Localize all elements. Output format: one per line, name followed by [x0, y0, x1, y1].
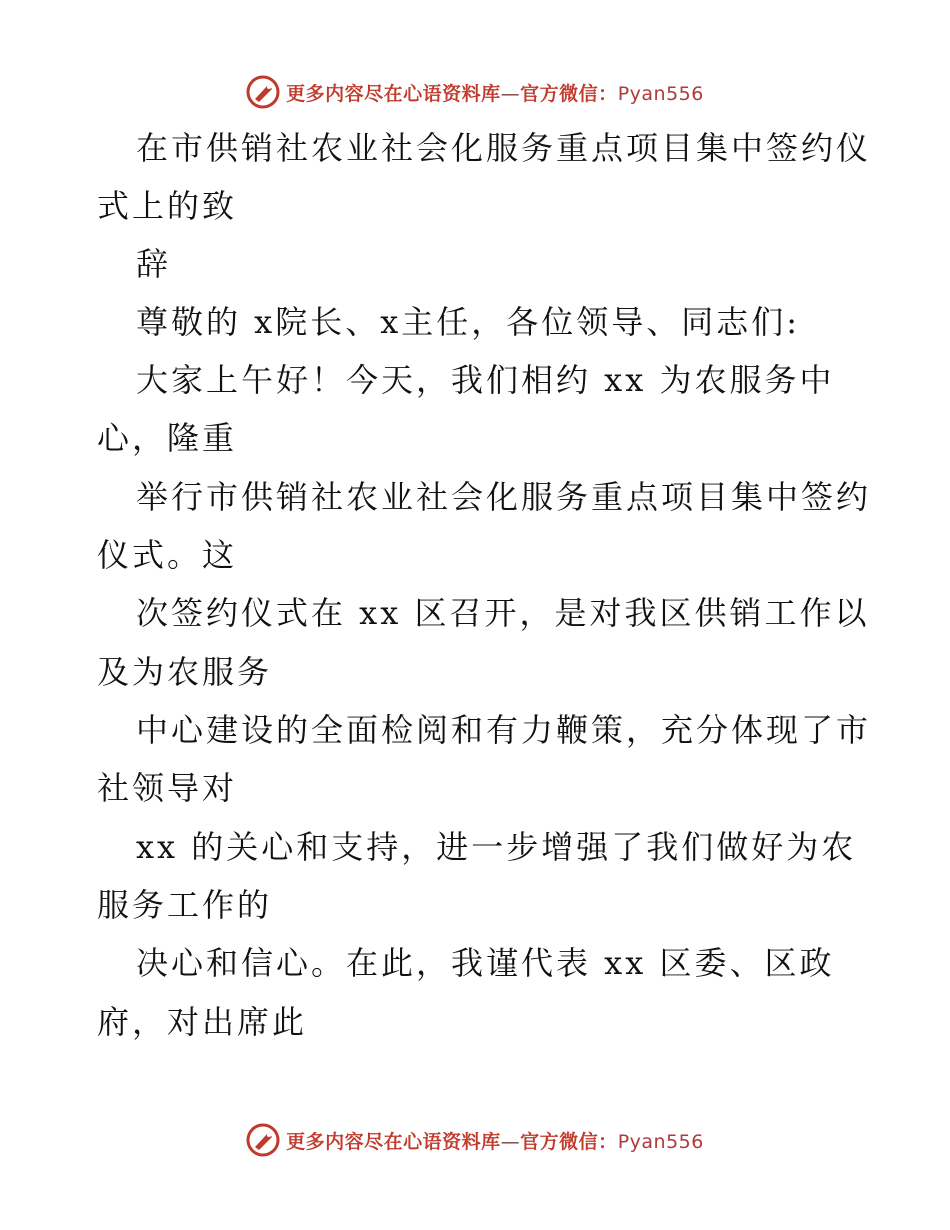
banner-wechat-id: Pyan556	[617, 1130, 704, 1153]
text-line: 决心和信心。在此，我谨代表 xx 区委、区政	[136, 944, 835, 982]
header-banner	[0, 72, 950, 112]
text-line: 尊敬的 x院长、x主任，各位领导、同志们:	[136, 303, 801, 341]
banner-wechat-id: Pyan556	[617, 82, 704, 105]
text-line: 仪式。这	[97, 536, 238, 574]
pen-logo-icon	[246, 1123, 280, 1157]
text-line: 府，对出席此	[97, 1003, 308, 1041]
text-line: 中心建设的全面检阅和有力鞭策，充分体现了市	[136, 711, 872, 749]
text-line: 式上的致	[97, 187, 238, 225]
text-line: 服务工作的	[97, 886, 273, 924]
banner-text	[286, 1127, 704, 1154]
text-line: xx 的关心和支持，进一步增强了我们做好为农	[136, 828, 857, 866]
text-line: 辞	[136, 245, 172, 283]
text-line: 社领导对	[97, 769, 238, 807]
banner-prefix: 更多内容尽在心语资料库	[286, 82, 501, 105]
text-line: 举行市供销社农业社会化服务重点项目集中签约	[136, 478, 872, 516]
banner-label: 官方微信：	[520, 1130, 618, 1153]
text-line: 大家上午好！今天，我们相约 xx 为农服务中	[136, 361, 835, 399]
text-line: 在市供销社农业社会化服务重点项目集中签约仪	[136, 129, 872, 167]
banner-text	[286, 79, 704, 106]
text-line: 及为农服务	[97, 653, 273, 691]
text-line: 次签约仪式在 xx 区召开，是对我区供销工作以	[136, 594, 870, 632]
footer-banner	[0, 1120, 950, 1160]
banner-separator: —	[500, 82, 521, 105]
banner-label: 官方微信：	[520, 82, 618, 105]
banner-separator: —	[500, 1130, 521, 1153]
text-line: 心，隆重	[97, 419, 238, 457]
pen-logo-icon	[246, 75, 280, 109]
banner-prefix: 更多内容尽在心语资料库	[286, 1130, 501, 1153]
